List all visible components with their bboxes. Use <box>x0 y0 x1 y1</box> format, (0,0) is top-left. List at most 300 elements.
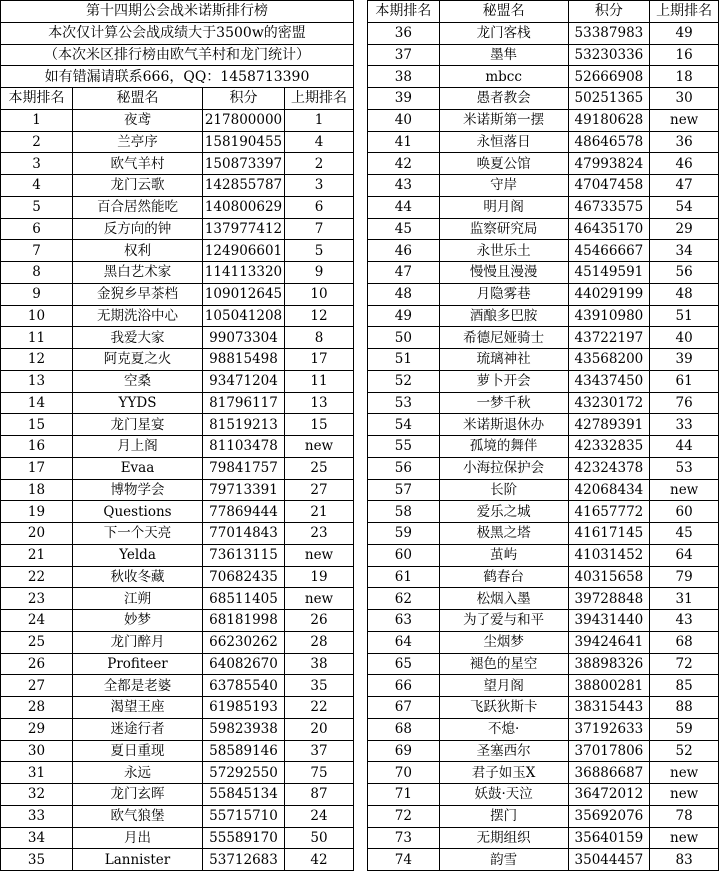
guild-name-cell: 夜鸢 <box>73 109 203 131</box>
rank-cell: 51 <box>368 349 440 371</box>
rank-cell: 46 <box>368 240 440 262</box>
table-row <box>368 523 719 545</box>
rank-cell: 60 <box>368 544 440 566</box>
table-row <box>1 697 354 719</box>
table-row <box>1 370 354 392</box>
rank-cell: 59 <box>368 523 440 545</box>
table-row <box>368 196 719 218</box>
table-row <box>368 479 719 501</box>
rank-cell: 55 <box>368 436 440 458</box>
guild-name-cell: 渴望王座 <box>73 697 203 719</box>
score-cell: 98815498 <box>203 349 285 371</box>
column-header-name: 秘盟名 <box>73 88 203 110</box>
last-rank-cell: 45 <box>650 523 719 545</box>
last-rank-cell: 9 <box>285 262 354 284</box>
last-rank-cell: 38 <box>285 653 354 675</box>
last-rank-cell: 11 <box>285 370 354 392</box>
score-cell: 36472012 <box>568 784 650 806</box>
guild-name-cell: 君子如玉X <box>439 762 568 784</box>
last-rank-cell: 85 <box>650 675 719 697</box>
guild-name-cell: 月出 <box>73 827 203 849</box>
guild-name-cell: 秋收冬藏 <box>73 566 203 588</box>
table-row <box>368 283 719 305</box>
table-row <box>1 544 354 566</box>
score-cell: 53712683 <box>203 849 285 871</box>
score-cell: 40315658 <box>568 566 650 588</box>
guild-name-cell: 博物学会 <box>73 479 203 501</box>
rank-cell: 25 <box>1 631 73 653</box>
rank-cell: 52 <box>368 370 440 392</box>
table-row <box>1 805 354 827</box>
score-cell: 43230172 <box>568 392 650 414</box>
score-cell: 99073304 <box>203 327 285 349</box>
score-cell: 35692076 <box>568 805 650 827</box>
table-row <box>368 88 719 110</box>
rank-cell: 39 <box>368 88 440 110</box>
note-threshold: 本次仅计算公会战成绩大于3500w的密盟 <box>1 22 354 44</box>
rank-cell: 10 <box>1 305 73 327</box>
last-rank-cell: 64 <box>650 544 719 566</box>
rank-cell: 71 <box>368 784 440 806</box>
score-cell: 43910980 <box>568 305 650 327</box>
score-cell: 79713391 <box>203 479 285 501</box>
guild-name-cell: 权利 <box>73 240 203 262</box>
score-cell: 38898326 <box>568 653 650 675</box>
last-rank-cell: 37 <box>285 740 354 762</box>
guild-name-cell: 月隐雾巷 <box>439 283 568 305</box>
last-rank-cell: 15 <box>285 414 354 436</box>
score-cell: 55845134 <box>203 784 285 806</box>
last-rank-cell: 13 <box>285 392 354 414</box>
score-cell: 35640159 <box>568 827 650 849</box>
score-cell: 142855787 <box>203 175 285 197</box>
table-row <box>368 762 719 784</box>
score-cell: 114113320 <box>203 262 285 284</box>
score-cell: 38315443 <box>568 697 650 719</box>
score-cell: 73613115 <box>203 544 285 566</box>
last-rank-cell: 8 <box>285 327 354 349</box>
guild-name-cell: 空桑 <box>73 370 203 392</box>
rank-cell: 17 <box>1 457 73 479</box>
rank-cell: 44 <box>368 196 440 218</box>
table-row <box>368 436 719 458</box>
table-row <box>1 196 354 218</box>
note-contact: 如有错漏请联系666，QQ：1458713390 <box>1 66 354 88</box>
guild-name-cell: 明月阁 <box>439 196 568 218</box>
guild-name-cell: 百合居然能吃 <box>73 196 203 218</box>
guild-name-cell: 妖鼓·天泣 <box>439 784 568 806</box>
guild-name-cell: 反方向的钟 <box>73 218 203 240</box>
table-row <box>368 370 719 392</box>
last-rank-cell: new <box>285 544 354 566</box>
guild-name-cell: 夏日重现 <box>73 740 203 762</box>
last-rank-cell: 22 <box>285 697 354 719</box>
rank-cell: 16 <box>1 436 73 458</box>
last-rank-cell: 50 <box>285 827 354 849</box>
rank-cell: 48 <box>368 283 440 305</box>
score-cell: 43568200 <box>568 349 650 371</box>
table-row <box>1 762 354 784</box>
guild-name-cell: 迷途行者 <box>73 718 203 740</box>
last-rank-cell: new <box>650 784 719 806</box>
rank-cell: 32 <box>1 784 73 806</box>
guild-name-cell: Evaa <box>73 457 203 479</box>
score-cell: 37192633 <box>568 718 650 740</box>
guild-name-cell: 不熄· <box>439 718 568 740</box>
column-header-last-rank: 上期排名 <box>650 1 719 23</box>
last-rank-cell: new <box>650 762 719 784</box>
last-rank-cell: new <box>285 436 354 458</box>
guild-name-cell: 摆门 <box>439 805 568 827</box>
last-rank-cell: 43 <box>650 610 719 632</box>
guild-name-cell: 慢慢且漫漫 <box>439 262 568 284</box>
last-rank-cell: 40 <box>650 327 719 349</box>
rank-cell: 57 <box>368 479 440 501</box>
guild-name-cell: 我爱大家 <box>73 327 203 349</box>
guild-name-cell: 龙门客栈 <box>439 22 568 44</box>
score-cell: 64082670 <box>203 653 285 675</box>
score-cell: 41031452 <box>568 544 650 566</box>
column-header-score: 积分 <box>203 88 285 110</box>
last-rank-cell: 79 <box>650 566 719 588</box>
guild-name-cell: 尘烟梦 <box>439 631 568 653</box>
table-row <box>1 588 354 610</box>
guild-name-cell: 韵雪 <box>439 849 568 871</box>
table-row <box>1 240 354 262</box>
rank-cell: 70 <box>368 762 440 784</box>
last-rank-cell: 21 <box>285 501 354 523</box>
last-rank-cell: 4 <box>285 131 354 153</box>
score-cell: 42068434 <box>568 479 650 501</box>
last-rank-cell: 5 <box>285 240 354 262</box>
table-row <box>1 501 354 523</box>
last-rank-cell: 68 <box>650 631 719 653</box>
guild-name-cell: 松烟入墨 <box>439 588 568 610</box>
table-row <box>368 784 719 806</box>
last-rank-cell: 23 <box>285 523 354 545</box>
table-row <box>1 675 354 697</box>
guild-name-cell: 鹤春台 <box>439 566 568 588</box>
guild-name-cell: 欧气羊村 <box>73 153 203 175</box>
guild-name-cell: Profiteer <box>73 653 203 675</box>
score-cell: 53230336 <box>568 44 650 66</box>
score-cell: 41657772 <box>568 501 650 523</box>
last-rank-cell: 52 <box>650 740 719 762</box>
score-cell: 58589146 <box>203 740 285 762</box>
guild-name-cell: Lannister <box>73 849 203 871</box>
last-rank-cell: 29 <box>650 218 719 240</box>
rank-cell: 62 <box>368 588 440 610</box>
score-cell: 42332835 <box>568 436 650 458</box>
table-row <box>368 349 719 371</box>
score-cell: 109012645 <box>203 283 285 305</box>
guild-name-cell: 全都是老婆 <box>73 675 203 697</box>
score-cell: 140800629 <box>203 196 285 218</box>
guild-name-cell: Questions <box>73 501 203 523</box>
rank-cell: 29 <box>1 718 73 740</box>
rank-cell: 30 <box>1 740 73 762</box>
table-row <box>368 66 719 88</box>
rank-cell: 47 <box>368 262 440 284</box>
score-cell: 59823938 <box>203 718 285 740</box>
table-row <box>1 566 354 588</box>
last-rank-cell: 19 <box>285 566 354 588</box>
score-cell: 124906601 <box>203 240 285 262</box>
last-rank-cell: 18 <box>650 66 719 88</box>
score-cell: 53387983 <box>568 22 650 44</box>
guild-name-cell: 希德尼娅骑士 <box>439 327 568 349</box>
score-cell: 46435170 <box>568 218 650 240</box>
guild-name-cell: 江朔 <box>73 588 203 610</box>
table-row <box>1 262 354 284</box>
rank-cell: 49 <box>368 305 440 327</box>
score-cell: 42324378 <box>568 457 650 479</box>
guild-name-cell: 米诺斯第一摆 <box>439 109 568 131</box>
table-row <box>1 718 354 740</box>
score-cell: 79841757 <box>203 457 285 479</box>
guild-name-cell: 欧气狼堡 <box>73 805 203 827</box>
last-rank-cell: 30 <box>650 88 719 110</box>
guild-name-cell: 龙门醉月 <box>73 631 203 653</box>
table-row <box>368 175 719 197</box>
table-row <box>368 718 719 740</box>
guild-name-cell: 永世乐土 <box>439 240 568 262</box>
last-rank-cell: 10 <box>285 283 354 305</box>
rank-cell: 37 <box>368 44 440 66</box>
table-row <box>1 436 354 458</box>
guild-name-cell: 龙门星宴 <box>73 414 203 436</box>
rank-cell: 27 <box>1 675 73 697</box>
guild-name-cell: 极黑之塔 <box>439 523 568 545</box>
table-row <box>1 631 354 653</box>
rank-cell: 63 <box>368 610 440 632</box>
last-rank-cell: 31 <box>650 588 719 610</box>
rank-cell: 2 <box>1 131 73 153</box>
last-rank-cell: 59 <box>650 718 719 740</box>
table-row <box>368 22 719 44</box>
rank-cell: 72 <box>368 805 440 827</box>
rank-cell: 33 <box>1 805 73 827</box>
last-rank-cell: 88 <box>650 697 719 719</box>
guild-name-cell: 米诺斯退休办 <box>439 414 568 436</box>
table-row <box>1 740 354 762</box>
score-cell: 49180628 <box>568 109 650 131</box>
last-rank-cell: 28 <box>285 631 354 653</box>
rank-cell: 68 <box>368 718 440 740</box>
last-rank-cell: 72 <box>650 653 719 675</box>
rank-cell: 34 <box>1 827 73 849</box>
table-row <box>368 392 719 414</box>
rank-cell: 8 <box>1 262 73 284</box>
right-ranking-table <box>367 0 719 871</box>
rank-cell: 61 <box>368 566 440 588</box>
rank-cell: 15 <box>1 414 73 436</box>
last-rank-cell: 48 <box>650 283 719 305</box>
rank-cell: 7 <box>1 240 73 262</box>
table-row <box>1 327 354 349</box>
guild-name-cell: 下一个天亮 <box>73 523 203 545</box>
score-cell: 217800000 <box>203 109 285 131</box>
rank-cell: 13 <box>1 370 73 392</box>
rank-cell: 38 <box>368 66 440 88</box>
last-rank-cell: 26 <box>285 610 354 632</box>
last-rank-cell: 27 <box>285 479 354 501</box>
score-cell: 43722197 <box>568 327 650 349</box>
score-cell: 36886687 <box>568 762 650 784</box>
guild-name-cell: 酒酿多巴胺 <box>439 305 568 327</box>
score-cell: 93471204 <box>203 370 285 392</box>
score-cell: 77869444 <box>203 501 285 523</box>
score-cell: 81796117 <box>203 392 285 414</box>
rank-cell: 28 <box>1 697 73 719</box>
note-source: （本次米区排行榜由欧气羊村和龙门统计） <box>1 44 354 66</box>
guild-name-cell: 茧屿 <box>439 544 568 566</box>
rank-cell: 42 <box>368 153 440 175</box>
guild-name-cell: 无期洗浴中心 <box>73 305 203 327</box>
last-rank-cell: 78 <box>650 805 719 827</box>
table-row <box>368 131 719 153</box>
rank-cell: 66 <box>368 675 440 697</box>
guild-name-cell: 龙门玄晖 <box>73 784 203 806</box>
last-rank-cell: 2 <box>285 153 354 175</box>
rank-cell: 31 <box>1 762 73 784</box>
table-row <box>1 523 354 545</box>
score-cell: 81519213 <box>203 414 285 436</box>
table-row <box>1 784 354 806</box>
guild-name-cell: mbcc <box>439 66 568 88</box>
table-row <box>1 849 354 871</box>
last-rank-cell: 36 <box>650 131 719 153</box>
guild-name-cell: 阿克夏之火 <box>73 349 203 371</box>
rank-cell: 45 <box>368 218 440 240</box>
rank-cell: 41 <box>368 131 440 153</box>
column-header-name: 秘盟名 <box>439 1 568 23</box>
last-rank-cell: 54 <box>650 196 719 218</box>
last-rank-cell: 76 <box>650 392 719 414</box>
score-cell: 39431440 <box>568 610 650 632</box>
score-cell: 47993824 <box>568 153 650 175</box>
rank-cell: 19 <box>1 501 73 523</box>
guild-name-cell: YYDS <box>73 392 203 414</box>
guild-name-cell: 监察研究局 <box>439 218 568 240</box>
table-row <box>368 566 719 588</box>
score-cell: 39728848 <box>568 588 650 610</box>
score-cell: 70682435 <box>203 566 285 588</box>
table-row <box>368 501 719 523</box>
table-row <box>1 131 354 153</box>
last-rank-cell: new <box>650 109 719 131</box>
score-cell: 45149591 <box>568 262 650 284</box>
table-row <box>368 544 719 566</box>
last-rank-cell: 35 <box>285 675 354 697</box>
guild-name-cell: 琉璃神社 <box>439 349 568 371</box>
table-row <box>368 240 719 262</box>
table-row <box>368 218 719 240</box>
guild-name-cell: 一梦千秋 <box>439 392 568 414</box>
last-rank-cell: 51 <box>650 305 719 327</box>
rank-cell: 64 <box>368 631 440 653</box>
rank-cell: 35 <box>1 849 73 871</box>
table-row <box>1 175 354 197</box>
guild-name-cell: 孤境的舞伴 <box>439 436 568 458</box>
table-row <box>368 327 719 349</box>
rank-cell: 43 <box>368 175 440 197</box>
last-rank-cell: 61 <box>650 370 719 392</box>
score-cell: 45466667 <box>568 240 650 262</box>
score-cell: 137977412 <box>203 218 285 240</box>
rank-cell: 6 <box>1 218 73 240</box>
rank-cell: 67 <box>368 697 440 719</box>
sheet-title: 第十四期公会战米诺斯排行榜 <box>1 1 354 23</box>
table-row <box>1 305 354 327</box>
table-row <box>368 610 719 632</box>
guild-name-cell: 圣塞西尔 <box>439 740 568 762</box>
table-row <box>368 153 719 175</box>
rank-cell: 12 <box>1 349 73 371</box>
rank-cell: 24 <box>1 610 73 632</box>
table-row <box>1 109 354 131</box>
rank-cell: 14 <box>1 392 73 414</box>
last-rank-cell: 1 <box>285 109 354 131</box>
last-rank-cell: 17 <box>285 349 354 371</box>
rank-cell: 1 <box>1 109 73 131</box>
score-cell: 105041208 <box>203 305 285 327</box>
last-rank-cell: 47 <box>650 175 719 197</box>
table-row <box>1 153 354 175</box>
score-cell: 46733575 <box>568 196 650 218</box>
last-rank-cell: new <box>285 588 354 610</box>
rank-cell: 23 <box>1 588 73 610</box>
rank-cell: 5 <box>1 196 73 218</box>
guild-name-cell: 守岸 <box>439 175 568 197</box>
last-rank-cell: 49 <box>650 22 719 44</box>
table-row <box>1 653 354 675</box>
rank-cell: 40 <box>368 109 440 131</box>
table-row <box>1 414 354 436</box>
last-rank-cell: new <box>650 479 719 501</box>
score-cell: 55715710 <box>203 805 285 827</box>
score-cell: 48646578 <box>568 131 650 153</box>
last-rank-cell: 44 <box>650 436 719 458</box>
last-rank-cell: 3 <box>285 175 354 197</box>
rank-cell: 20 <box>1 523 73 545</box>
table-row <box>368 457 719 479</box>
guild-name-cell: 妙梦 <box>73 610 203 632</box>
rank-cell: 50 <box>368 327 440 349</box>
guild-name-cell: 望月阁 <box>439 675 568 697</box>
rank-cell: 73 <box>368 827 440 849</box>
rank-cell: 65 <box>368 653 440 675</box>
table-row <box>368 414 719 436</box>
last-rank-cell: 60 <box>650 501 719 523</box>
last-rank-cell: 34 <box>650 240 719 262</box>
rank-cell: 11 <box>1 327 73 349</box>
score-cell: 150873397 <box>203 153 285 175</box>
table-row <box>1 218 354 240</box>
column-header-rank: 本期排名 <box>368 1 440 23</box>
table-row <box>368 631 719 653</box>
guild-name-cell: 愚者教会 <box>439 88 568 110</box>
guild-name-cell: 爱乐之城 <box>439 501 568 523</box>
score-cell: 39424641 <box>568 631 650 653</box>
score-cell: 68511405 <box>203 588 285 610</box>
rank-cell: 56 <box>368 457 440 479</box>
score-cell: 52666908 <box>568 66 650 88</box>
table-row <box>368 44 719 66</box>
rank-cell: 21 <box>1 544 73 566</box>
score-cell: 57292550 <box>203 762 285 784</box>
table-row <box>1 283 354 305</box>
